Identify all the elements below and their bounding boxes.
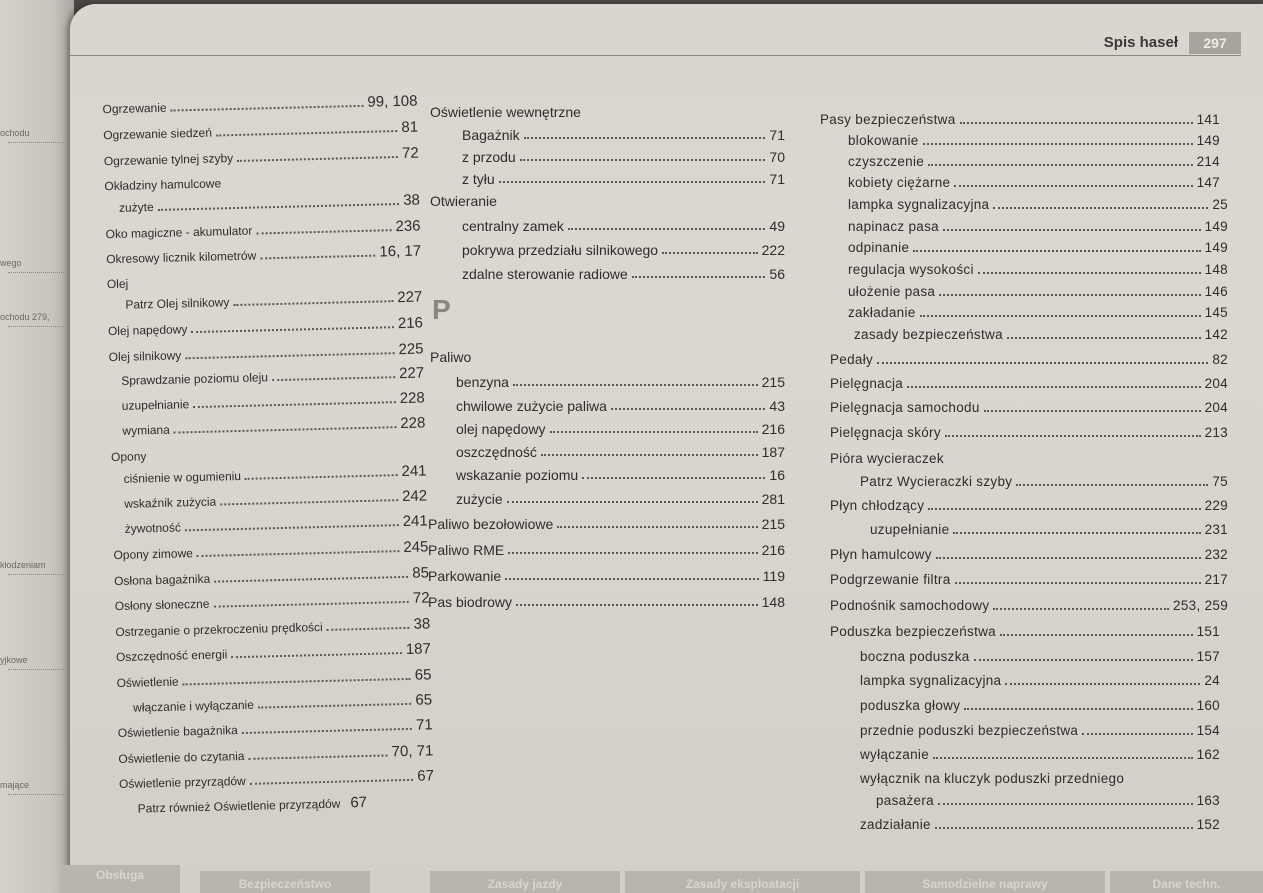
index-entry: ciśnienie w ogumieniu 241 xyxy=(123,462,427,486)
index-entry: Pasy bezpieczeństwa 141 xyxy=(820,112,1220,127)
index-entry: Patrz Olej silnikowy 227 xyxy=(125,288,423,312)
index-entry: wyłącznik na kluczyk poduszki przedniego xyxy=(860,771,1125,786)
index-entry: Paliwo xyxy=(430,349,472,365)
index-entry: zużyte 38 xyxy=(118,191,421,215)
index-entry: Oświetlenie przyrządów 67 xyxy=(118,767,435,792)
index-page xyxy=(70,4,1263,893)
prev-page-fragment: wego xyxy=(0,258,70,276)
index-entry: napinacz pasa 149 xyxy=(848,219,1228,234)
tab-obsluga[interactable]: Obsługa xyxy=(60,865,180,893)
index-entry: wskaźnik zużycia 242 xyxy=(124,487,428,511)
index-entry: Pielęgnacja samochodu 204 xyxy=(830,400,1228,415)
index-entry: ułożenie pasa 146 xyxy=(848,284,1228,299)
index-entry: zadziałanie 152 xyxy=(860,817,1220,832)
index-entry: Patrz Wycieraczki szyby 75 xyxy=(860,474,1228,489)
index-entry: czyszczenie 214 xyxy=(848,154,1220,169)
prev-page-fragment: mające xyxy=(0,780,70,798)
index-entry: Opony xyxy=(110,449,147,465)
tab-dane-techniczne[interactable]: Dane techn. xyxy=(1110,871,1263,893)
index-entry: Paliwo bezołowiowe 215 xyxy=(428,516,785,532)
index-entry: Ostrzeganie o przekroczeniu prędkości 38 xyxy=(115,615,431,640)
index-entry: Płyn chłodzący 229 xyxy=(830,498,1228,513)
prev-page-fragment: ochodu 279, xyxy=(0,312,70,330)
previous-page-edge xyxy=(0,0,74,893)
index-entry: Pedały 82 xyxy=(830,352,1228,367)
prev-page-fragment: ochodu xyxy=(0,128,70,146)
index-entry: Osłony słoneczne 72 xyxy=(114,589,430,614)
index-entry: Podgrzewanie filtra 217 xyxy=(830,572,1228,587)
index-entry: z przodu 70 xyxy=(462,149,785,165)
index-entry: Oświetlenie do czytania 70, 71 xyxy=(118,742,434,767)
index-entry: Otwieranie xyxy=(430,193,497,209)
page-title: Spis haseł xyxy=(1103,34,1178,51)
index-entry: Olej silnikowy 225 xyxy=(108,340,424,365)
index-entry: Pielęgnacja skóry 213 xyxy=(830,425,1228,440)
prev-page-fragment: yjkowe xyxy=(0,655,70,673)
index-entry: Poduszka bezpieczeństwa 151 xyxy=(830,624,1220,639)
index-entry: przednie poduszki bezpieczeństwa 154 xyxy=(860,723,1220,738)
index-entry: Parkowanie 119 xyxy=(428,568,785,584)
index-entry: zdalne sterowanie radiowe 56 xyxy=(462,266,785,282)
page-number-badge: 297 xyxy=(1189,32,1241,54)
index-entry: żywotność 241 xyxy=(124,512,428,536)
index-entry: włączanie i wyłączanie 65 xyxy=(133,691,433,715)
section-tabs xyxy=(70,853,1263,893)
index-entry: olej napędowy 216 xyxy=(456,421,785,437)
index-entry: Ogrzewanie 99, 108 xyxy=(102,92,418,117)
index-entry: uzupełnianie 231 xyxy=(870,522,1228,537)
index-entry: zakładanie 145 xyxy=(848,305,1228,320)
index-entry: regulacja wysokości 148 xyxy=(848,262,1228,277)
index-entry: boczna poduszka 157 xyxy=(860,649,1220,664)
prev-page-fragment: kłodzeniam xyxy=(0,560,70,578)
index-entry: Podnośnik samochodowy 253, 259 xyxy=(830,598,1228,613)
index-entry: poduszka głowy 160 xyxy=(860,698,1220,713)
index-entry: Płyn hamulcowy 232 xyxy=(830,547,1228,562)
index-entry: centralny zamek 49 xyxy=(462,218,785,234)
index-entry: oszczędność 187 xyxy=(456,444,785,460)
index-entry: wymiana 228 xyxy=(122,414,426,438)
index-entry: benzyna 215 xyxy=(456,374,785,390)
index-entry: odpinanie 149 xyxy=(848,240,1228,255)
index-entry: zasady bezpieczeństwa 142 xyxy=(854,327,1228,342)
index-entry: lampka sygnalizacyjna 24 xyxy=(860,673,1220,688)
index-entry: Ogrzewanie siedzeń 81 xyxy=(103,118,419,143)
index-entry: Pióra wycieraczek xyxy=(830,451,944,466)
index-entry: Okresowy licznik kilometrów 16, 17 xyxy=(106,242,422,267)
index-entry: zużycie 281 xyxy=(456,491,785,507)
index-entry: z tyłu 71 xyxy=(462,171,785,187)
index-entry: lampka sygnalizacyjna 25 xyxy=(848,197,1228,212)
index-entry: Oświetlenie bagażnika 71 xyxy=(117,716,433,741)
index-entry: Okładziny hamulcowe xyxy=(104,176,222,194)
index-entry: kobiety ciężarne 147 xyxy=(848,175,1220,190)
index-entry: Osłona bagażnika 85 xyxy=(113,564,430,589)
tab-zasady-eksploatacji[interactable]: Zasady eksploatacji xyxy=(625,871,860,893)
index-entry: Oszczędność energii 187 xyxy=(115,640,432,665)
tab-bezpieczenstwo[interactable]: Bezpieczeństwo xyxy=(200,871,370,893)
letter-heading: P xyxy=(432,294,451,325)
index-entry: Oświetlenie wewnętrzne xyxy=(430,104,581,120)
index-entry: Olej napędowy 216 xyxy=(107,314,424,339)
index-entry: Olej xyxy=(106,276,129,292)
index-entry: Bagażnik 71 xyxy=(462,127,785,143)
header-divider xyxy=(70,55,1241,56)
tab-samodzielne-naprawy[interactable]: Samodzielne naprawy xyxy=(865,871,1105,893)
index-entry: wyłączanie 162 xyxy=(860,747,1220,762)
index-entry: Ogrzewanie tylnej szyby 72 xyxy=(103,144,419,169)
index-entry: Opony zimowe 245 xyxy=(113,538,429,563)
index-entry: pasażera 163 xyxy=(876,793,1220,808)
index-entry: Pielęgnacja 204 xyxy=(830,376,1228,391)
tab-zasady-jazdy[interactable]: Zasady jazdy xyxy=(430,871,620,893)
index-entry: Oko magiczne - akumulator 236 xyxy=(105,217,421,242)
index-entry: blokowanie 149 xyxy=(848,133,1220,148)
index-entry: Oświetlenie 65 xyxy=(116,666,432,691)
index-entry: Paliwo RME 216 xyxy=(428,542,785,558)
index-entry: chwilowe zużycie paliwa 43 xyxy=(456,398,785,414)
index-entry: Sprawdzanie poziomu oleju 227 xyxy=(121,364,425,388)
index-entry: Pas biodrowy 148 xyxy=(428,594,785,610)
index-entry: Patrz również Oświetlenie przyrządów 67 xyxy=(137,793,368,816)
index-entry: wskazanie poziomu 16 xyxy=(456,467,785,483)
index-entry: uzupełnianie 228 xyxy=(121,389,425,413)
index-entry: pokrywa przedziału silnikowego 222 xyxy=(462,242,785,258)
